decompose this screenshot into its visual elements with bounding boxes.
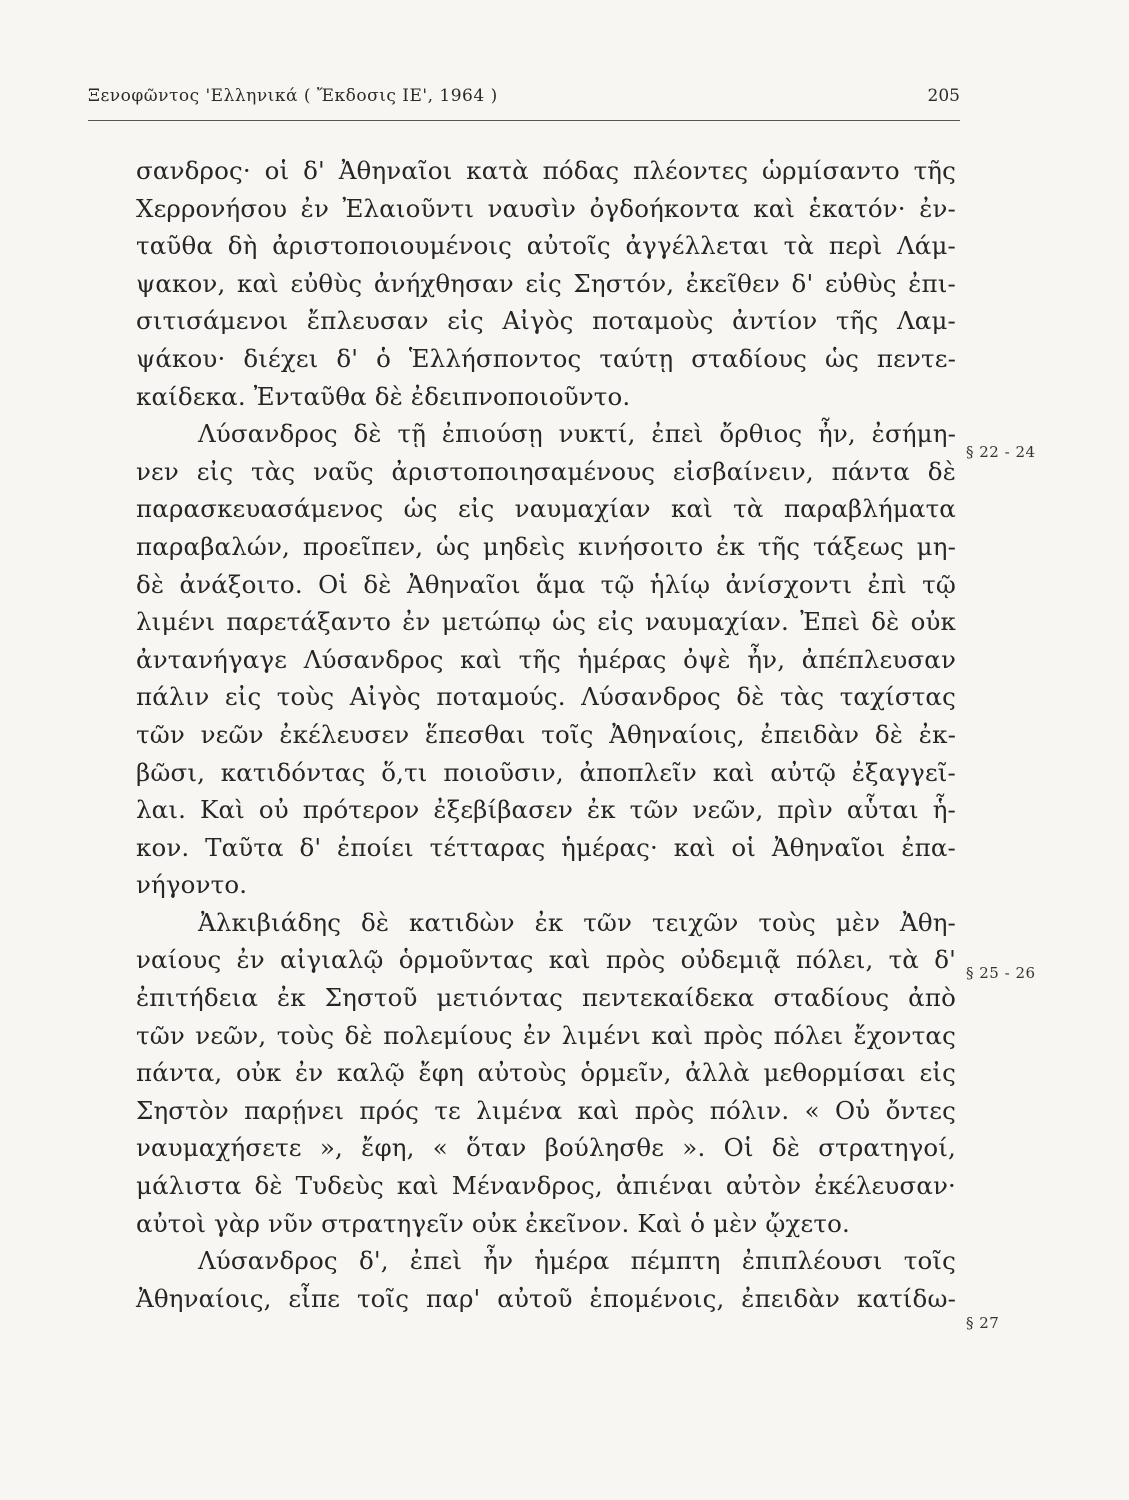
text-line: πάλιν εἰς τοὺς Αἰγὸς ποταμούς. Λύσανδρος δὲ τὰς ταχίστας <box>136 682 956 712</box>
text-line: ἀντανήγαγε Λύσανδρος καὶ τῆς ἡμέρας ὀψὲ ἦν, ἀπέπλευσαν <box>136 644 956 674</box>
paragraph-start-line: Λύσανδρος δ', ἐπεὶ ἦν ἡμέρα πέμπτη ἐπιπλέουσι τοῖς <box>198 1246 956 1276</box>
text-line: σανδρος· οἱ δ' Ἀθηναῖοι κατὰ πόδας πλέοντες ὡρμίσαντο τῆς <box>136 156 956 185</box>
margin-section-note: § 22 - 24 <box>966 443 1036 461</box>
text-line: ψακον, καὶ εὐθὺς ἀνήχθησαν εἰς Σηστόν, ἐκεῖθεν δ' εὐθὺς ἐπι- <box>136 268 956 298</box>
text-line: δὲ ἀνάξοιτο. Οἱ δὲ Ἀθηναῖοι ἅμα τῷ ἡλίῳ ἀνίσχοντι ἐπὶ τῷ <box>136 569 956 599</box>
text-line: σιτισάμενοι ἔπλευσαν εἰς Αἰγὸς ποταμοὺς ἀντίον τῆς Λαμ- <box>136 306 956 336</box>
text-line: λιμένι παρετάξαντο ἐν μετώπῳ ὡς εἰς ναυμαχίαν. Ἐπεὶ δὲ οὐκ <box>136 607 956 637</box>
text-line: πάντα, οὐκ ἐν καλῷ ἔφη αὐτοὺς ὁρμεῖν, ἀλλὰ μεθορμίσαι εἰς <box>136 1058 956 1088</box>
text-line: νεν εἰς τὰς ναῦς ἀριστοποιησαμένους εἰσβαίνειν, πάντα δὲ <box>136 456 956 486</box>
text-line: βῶσι, κατιδόντας ὅ,τι ποιοῦσιν, ἀποπλεῖν καὶ αὐτῷ ἐξαγγεῖ- <box>136 757 956 787</box>
text-line: ἐπιτήδεια ἐκ Σηστοῦ μετιόντας πεντεκαίδεκα σταδίους ἀπὸ <box>136 983 956 1013</box>
running-title: Ξενοφῶντος 'Ελληνικά ( Ἔκδοσις ΙΕ', 1964 ) <box>88 86 498 106</box>
text-line: ταῦθα δὴ ἀριστοποιουμένοις αὐτοῖς ἀγγέλλεται τὰ περὶ Λάμ- <box>136 231 956 261</box>
text-line: ναίους ἐν αἰγιαλῷ ὁρμοῦντας καὶ πρὸς οὐδεμιᾷ πόλει, τὰ δ' <box>136 945 956 975</box>
paragraph-start-line: Λύσανδρος δὲ τῇ ἐπιούσῃ νυκτί, ἐπεὶ ὄρθιος ἦν, ἐσήμη- <box>198 419 956 449</box>
page-number: 205 <box>927 86 960 106</box>
margin-section-note: § 25 - 26 <box>966 964 1036 982</box>
text-line: ψάκου· διέχει δ' ὁ Ἑλλήσποντος ταύτῃ σταδίους ὡς πεντε- <box>136 343 956 373</box>
text-line: τῶν νεῶν, τοὺς δὲ πολεμίους ἐν λιμένι καὶ πρὸς πόλει ἔχοντας <box>136 1020 956 1050</box>
text-line: λαι. Καὶ οὐ πρότερον ἐξεβίβασεν ἐκ τῶν νεῶν, πρὶν αὗται ἧ- <box>136 795 956 825</box>
text-line: κον. Ταῦτα δ' ἐποίει τέτταρας ἡμέρας· καὶ οἱ Ἀθηναῖοι ἐπα- <box>136 832 956 862</box>
text-line: μάλιστα δὲ Τυδεὺς καὶ Μένανδρος, ἀπιέναι αὐτὸν ἐκέλευσαν· <box>136 1171 956 1201</box>
text-line: παραβαλών, προεῖπεν, ὡς μηδεὶς κινήσοιτο ἐκ τῆς τάξεως μη- <box>136 531 956 561</box>
header-rule <box>88 120 960 121</box>
paragraph-start-line: Ἀλκιβιάδης δὲ κατιδὼν ἐκ τῶν τειχῶν τοὺς μὲν Ἀθη- <box>198 907 956 937</box>
text-line: ναυμαχήσετε », ἔφη, « ὅταν βούλησθε ». Οἱ δὲ στρατηγοί, <box>136 1133 956 1163</box>
text-line: Ἀθηναίοις, εἶπε τοῖς παρ' αὐτοῦ ἑπομένοις, ἐπειδὰν κατίδω- <box>136 1283 956 1313</box>
text-line: Σηστὸν παρῄνει πρός τε λιμένα καὶ πρὸς πόλιν. « Οὐ ὄντες <box>136 1095 956 1125</box>
text-line: Χερρονήσου ἐν Ἐλαιοῦντι ναυσὶν ὀγδοήκοντα καὶ ἑκατόν· ἐν- <box>136 193 956 223</box>
text-line: τῶν νεῶν ἐκέλευσεν ἕπεσθαι τοῖς Ἀθηναίοις, ἐπειδὰν δὲ ἐκ- <box>136 719 956 749</box>
text-line: νήγοντο. <box>136 870 248 900</box>
margin-section-note: § 27 <box>966 1314 1000 1332</box>
text-line: παρασκευασάμενος ὡς εἰς ναυμαχίαν καὶ τὰ παραβλήματα <box>136 494 956 524</box>
text-line: καίδεκα. Ἐνταῦθα δὲ ἐδειπνοποιοῦντο. <box>136 381 631 411</box>
greek-text-body <box>136 152 956 1317</box>
text-line: αὐτοὶ γὰρ νῦν στρατηγεῖν οὐκ ἐκεῖνον. Καὶ ὁ μὲν ᾤχετο. <box>136 1208 850 1238</box>
running-header <box>88 86 960 116</box>
